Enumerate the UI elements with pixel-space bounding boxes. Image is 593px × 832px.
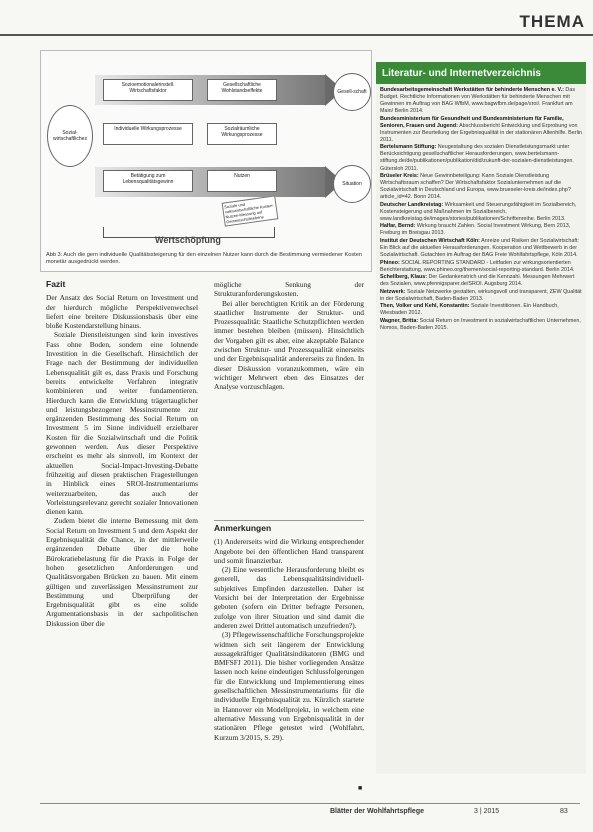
page-number: 83 [560, 808, 568, 815]
diagram-note: Soziale und volkswirtschaftliche Kosten-Nutzen-Messung auf Gemeinschaftsebene [222, 195, 279, 226]
literature-entry: Bundesministerium für Gesundheit und Bundesministerium für Familie, Senioren, Frauen und Jugend: Abschlussbericht Entwicklung und Erprobung von Instrumenten zur Beurteilung der Ergebnisqualität in der stationären Altenhilfe. Berlin 2011. [380, 115, 582, 143]
paragraph: Der Ansatz des Social Return on Investment und der hierdurch mögliche Perspektivenwechsel liefert eine breitere Diskussionsbasis über eine bloße Kostendarstellung hinaus. [46, 293, 198, 331]
diagram-box-6: Nutzen [207, 170, 277, 192]
sidebar-literature [376, 62, 586, 774]
literature-entry: Netzwerk: Soziale Netzwerke gestalten, wirkungsvoll und transparent, ZEW Qualität in der Sozialwirtschaft, Baden-Baden 2013. [380, 288, 582, 302]
paragraph: Bei aller berechtigten Kritik an der Förderung staatlicher Instrumente der Struktur- und Prozessqualität: Staatliche Schutzpflichten werden immer bestehen bleiben (müssen). Hinsichtlich der Vorgaben gilt es aber, eine akzeptable Balance zwischen Struktur- und Prozessqualität einerseits und der Ergebnisqualität andererseits zu finden. In dieser Diskussion voranzukommen, wäre ein wichtiger Mehrwert eben des Einsatzes der Analyse vorzuschlagen. [214, 298, 364, 392]
section-title: THEMA [519, 12, 585, 31]
footnote-3: (3) Pflegewissenschaftliche Forschungsprojekte widmen sich seit längerem der Entwicklung aussagekräftiger Qualitätsindikatoren (BMG und BMFSFJ 2011). Die bisher vorliegenden Ansätze lassen noch keine eindeutigen Schlussfolgerungen für die Entwicklung und Implementierung eines gesellschaftlichen Messinstrumentariums für die individuelle Ergebnisqualität zu. Kürzlich startete in Hannover ein Modellprojekt, in welchem eine alternative Messung von Ergebnisqualität in der stationären Pflege getestet wird (Wohlfahrt, Kurzum 3/2015, S. 29). [214, 630, 364, 742]
header-rule [0, 34, 593, 36]
journal-name: Blätter der Wohlfahrtspflege [330, 808, 424, 815]
literature-entry: Halfar, Bernd: Wirkung braucht Zahlen. Social Investment Wirkung, Bern 2013, Freiburg im Breisgau 2013. [380, 223, 571, 237]
diagram-box-2: Gesellschaftliche Wohlstandseffekte [207, 79, 277, 101]
issue-number: 3 | 2015 [474, 808, 500, 815]
diagram-circle-right-top: Gesell-schaft [333, 73, 371, 111]
literature-entry: Brüseler Kreis: Neue Gewinnbeteiligung: Kann Soziale Dienstleistung Wirtschaftsraum schaffen? Der Wirtschaftsfaktor Sozialunternehmen auf die Sozialwirtschaft in Deutschland und Europa, www.brueseler-kreis.de/index.php? article_id=42. Bonn 2014. [380, 173, 571, 201]
footer-rule [40, 803, 580, 804]
heading-fazit: Fazit [46, 279, 66, 289]
literature-entry: Schellberg, Klaus: Der Gedankenstrich und die Kennzahl. Messungen Mehrwert des Sozialen, www.pfennigsparer.de/SROI. Augsburg 2014. [380, 274, 575, 288]
literature-entry: Then, Volker und Kehl, Konstantin: Soziale Investitionen. Ein Handbuch, Wiesbaden 2012. [380, 303, 559, 317]
diagram-box-5: Betätigung zum Lebensqualitätsgewinn [103, 170, 193, 192]
heading-anmerkungen: Anmerkungen [214, 523, 272, 533]
literature-entry: Bundesarbeitsgemeinschaft Werkstätten für behinderte Menschen e. V.: Das Budget. Rechtliche Informationen von Werkstätten für behinderte Menschen mit Gewinnen im Auftrag von BAG WfbM, www.bagwfbm.de/page/sroi/. Frankfurt am Main/ Berlin 2014. [380, 87, 576, 115]
diagram-circle-right-bottom: Situation [333, 165, 371, 203]
footnote-2: (2) Eine wesentliche Herausforderung bleibt es generell, das Lebensqualitätsindividuell-subjektives Empfinden darzustellen. Daher ist Vorsicht bei der Interpretation der Ergebnisse geboten (sofern ein Dritter befragte Personen, zufolge von ihrer Situation und sind damit die anderen zwei Drittel automatisch unzufrieden?). [214, 565, 364, 630]
literature-entry: Deutscher Landkreistag: Wirksamkeit und Steuerungsfähigkeit im Sozialbereich, Kostensteigerung und Maßnahmen im Sozialbereich, www.landkreistag.de/images/stories/publikationen/Schriftenreihe. Berlin 2013. [380, 201, 577, 222]
section-rule [214, 520, 364, 521]
sidebar-entries [376, 84, 586, 332]
sidebar-title: Literatur- und Internetverzeichnis [376, 62, 586, 84]
column-middle [214, 280, 364, 392]
end-mark: ■ [358, 784, 363, 792]
column-left [46, 280, 198, 628]
literature-entry: Bertelsmann Stiftung: Neugestaltung des sozialen Dienstleistungsmarkt unter Berücksichtigung gesellschaftlicher Herausforderungen, www.bertelsmann-stiftung.de/de/publikationen/publikation/did/zukunft-der-sozialen-dienstleistungen. Gütersloh 2011. [380, 144, 574, 172]
paragraph: Zudem bietet die interne Bemessung mit dem Social Return on Investment 5 und dem Aspekt der Ergebnisqualität die Chance, in der mittlerweile ergänzenden Debatte über die hohe Bürokratiebelastung für die Praxis in Folge der hohen gesetzlichen Anforderungen und Qualitätsvorgaben Brücken zu bauen. Mit einem gültigen und zuverlässigen Messinstrument zur Bestimmung und Überprüfung der Ergebnisqualität gibt es eine solide Argumentationsbasis in der sachpolitischen Diskussion über die [46, 516, 198, 628]
diagram-circle-left: Sozial-wirtschaftliches [47, 105, 93, 167]
literature-entry: Phineo: SOCIAL REPORTING STANDARD - Leitfaden zur wirkungsorientierten Berichterstattung, www.phineo.org/themen/social-reporting-standard. Berlin 2014. [380, 259, 575, 273]
diagram-box-1: Sozioemotionalerinstell. Wirtschaftsfaktor [103, 79, 193, 101]
figure-caption: Abb 3: Auch die gern individuelle Qualitätssteigerung für den einzelnen Nutzer kann durch die Bestimmung vermiedener Kosten monetär ausgedrückt werden. [46, 252, 362, 265]
diagram-wertschoepfung-label: Wertschöpfung [155, 235, 221, 245]
figure-diagram [40, 50, 372, 272]
paragraph: mögliche Senkung der Strukturanforderungskosten. [214, 280, 364, 299]
literature-entry: Wagner, Britta: Social Return on Investment in sozialwirtschaftlichen Unternehmen, Nomos, Baden-Baden 2015. [380, 318, 581, 332]
literature-entry: Institut der Deutschen Wirtschaft Köln: Anreize und Risiken der Sozialwirtschaft: Ein Blick auf die aktuellen Herausforderungen. Kooperation und Wettbewerb in der Sozialwirtschaft. Gutachten im Auftrag der BAG Freie Wohlfahrtspflege, Köln 2014. [380, 237, 579, 259]
diagram-box-3: Individuelle Wirkungsprozesse [103, 123, 193, 145]
diagram-box-4: Sozialräumliche Wirkungsprozesse [207, 123, 277, 145]
annotations [214, 524, 364, 742]
footnote-1: (1) Andererseits wird die Wirkung entsprechender Angebote bei den öffentlichen Hand transparent und somit finanzierbar. [214, 537, 364, 565]
paragraph: Soziale Dienstleistungen sind kein investives Fass ohne Boden, sondern eine lohnende Investition in die Gesellschaft. Hinsichtlich der Frage nach der Bestimmung der individuellen Lebensqualität gilt es, dass Praxis und Forschung bereits entwickelte Verfahren integrativ kombinieren und weiter fundamentieren. Hierdurch kann die Entwicklung trägertauglicher und leistungsbezogener Messinstrumente zur ergänzenden Bestimmung des Social Return on Investment 5 im Sinne individuell erzielbarer Kosten für die Sozialwirtschaft und die Politik gewonnen werden. Aus dieser Perspektive erscheint es mehr als sinnvoll, im Kontext der aktuellen Social-Impact-Investing-Debatte frühzeitig auf diesen praktischen Fragestellungen in Hinblick eines SROI-Instrumentariums weiterzuarbeiten, das auch der Vorleistungsrelevanz gerecht sozialer Innovationen dienen kann. [46, 330, 198, 517]
